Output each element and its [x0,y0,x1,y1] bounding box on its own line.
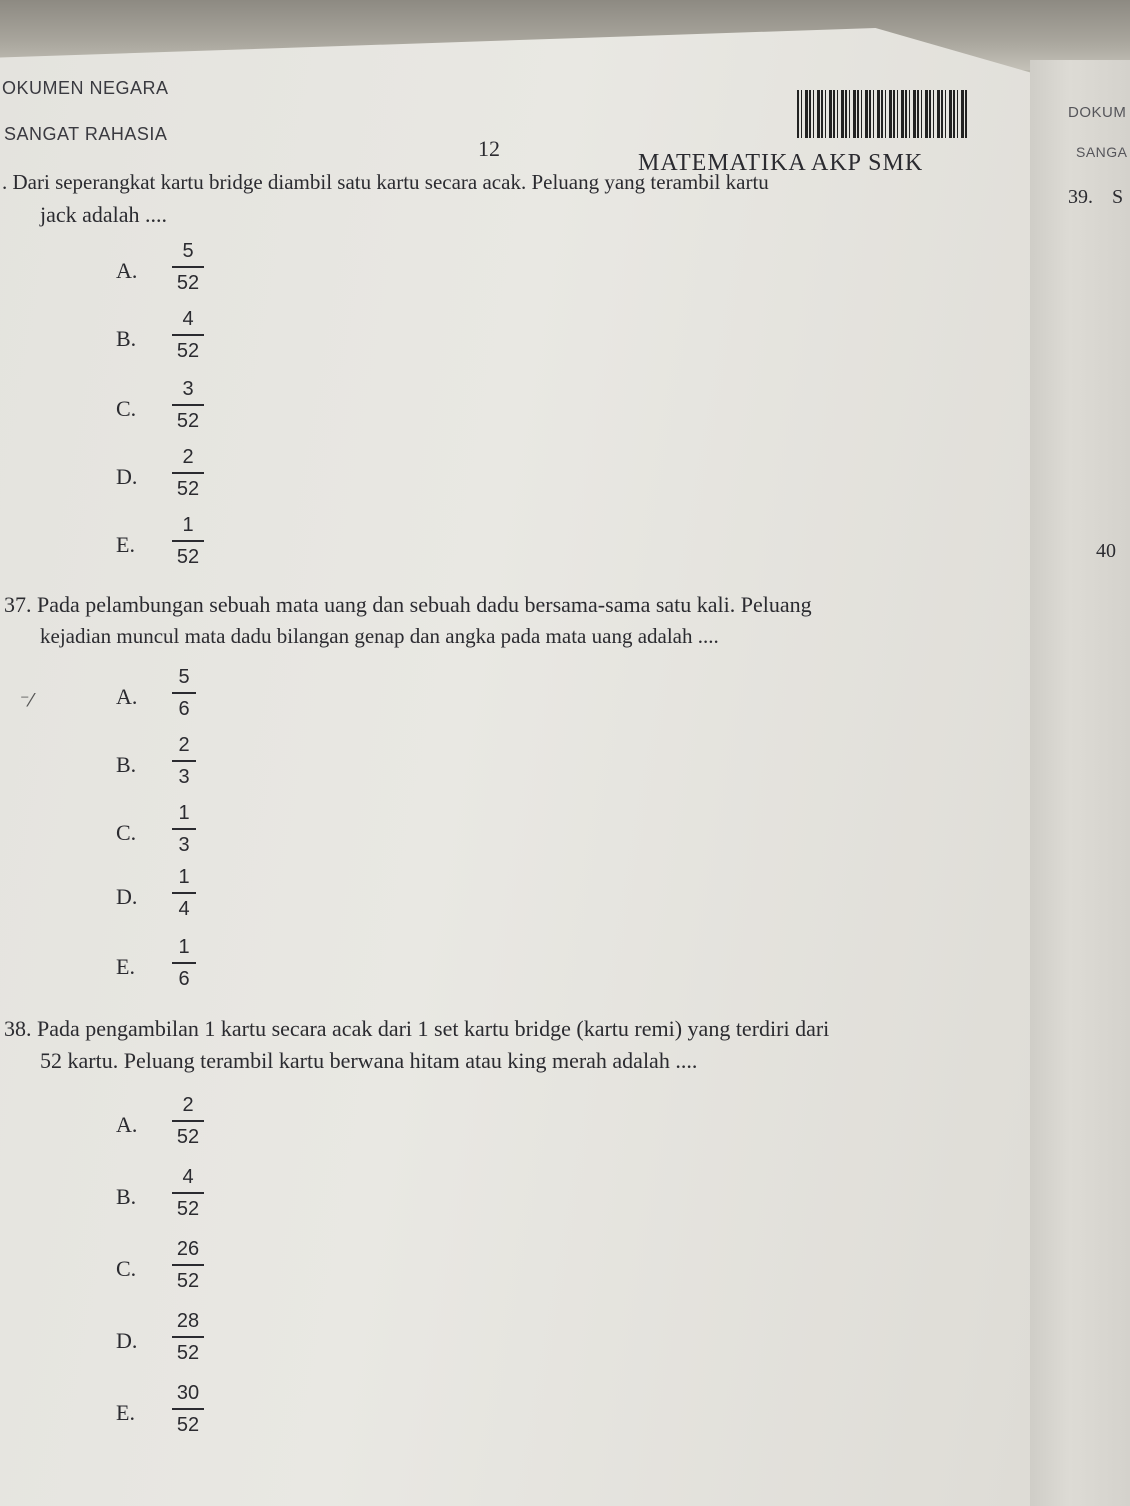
option-letter: D. [116,1328,138,1353]
right-secret-label: SANGA [1076,144,1128,160]
side-question-40-number: 40 [1096,540,1116,562]
question-37-line1: 37. Pada pelambungan sebuah mata uang dan sebuah dadu bersama-sama satu kali. Peluang [4,592,812,617]
fraction: 1 3 [166,800,202,858]
option-letter: D. [116,464,138,489]
secret-label: SANGAT RAHASIA [4,124,168,144]
question-38-line2: 52 kartu. Peluang terambil kartu berwana hitam atau king merah adalah .... [40,1048,698,1073]
question-37-line2: kejadian muncul mata dadu bilangan genap dan angka pada mata uang adalah .... [40,624,719,648]
fraction: 1 6 [166,934,202,992]
question-36-line1: . Dari seperangkat kartu bridge diambil satu kartu secara acak. Peluang yang terambil kartu [2,170,769,194]
next-page-edge [1030,60,1130,1506]
subject-title: MATEMATIKA AKP SMK [638,150,924,176]
doc-label: OKUMEN NEGARA [2,78,169,98]
fraction: 30 52 [166,1380,210,1438]
question-36-line2: jack adalah .... [40,202,168,227]
option-letter: B. [116,1184,137,1209]
option-letter: A. [116,258,138,283]
option-letter: E. [116,532,135,557]
fraction: 4 52 [166,306,210,364]
option-letter: A. [116,1112,138,1137]
option-letter: C. [116,820,137,845]
pencil-scribble-icon: ⁻⁄ [20,690,33,711]
side-question-39-number: 39. [1068,186,1093,208]
fraction: 2 52 [166,444,210,502]
fraction: 4 52 [166,1164,210,1222]
option-letter: B. [116,752,137,777]
right-doc-label: DOKUM [1068,104,1127,121]
fraction: 1 4 [166,864,202,922]
barcode-image [797,90,967,138]
fraction: 2 52 [166,1092,210,1150]
option-letter: B. [116,326,137,351]
option-letter: E. [116,954,135,979]
option-letter: C. [116,1256,137,1281]
side-question-39-text: S [1112,186,1124,208]
question-38-line1: 38. Pada pengambilan 1 kartu secara acak dari 1 set kartu bridge (kartu remi) yang terdiri dari [4,1016,830,1041]
fraction: 1 52 [166,512,210,570]
page-number: 12 [478,136,500,161]
fraction: 28 52 [166,1308,210,1366]
fraction: 5 6 [166,664,202,722]
fraction: 2 3 [166,732,202,790]
option-letter: D. [116,884,138,909]
option-letter: E. [116,1400,135,1425]
fraction: 26 52 [166,1236,210,1294]
fraction: 5 52 [166,238,210,296]
fraction: 3 52 [166,376,210,434]
option-letter: A. [116,684,138,709]
option-letter: C. [116,396,137,421]
exam-page [0,28,1030,1506]
